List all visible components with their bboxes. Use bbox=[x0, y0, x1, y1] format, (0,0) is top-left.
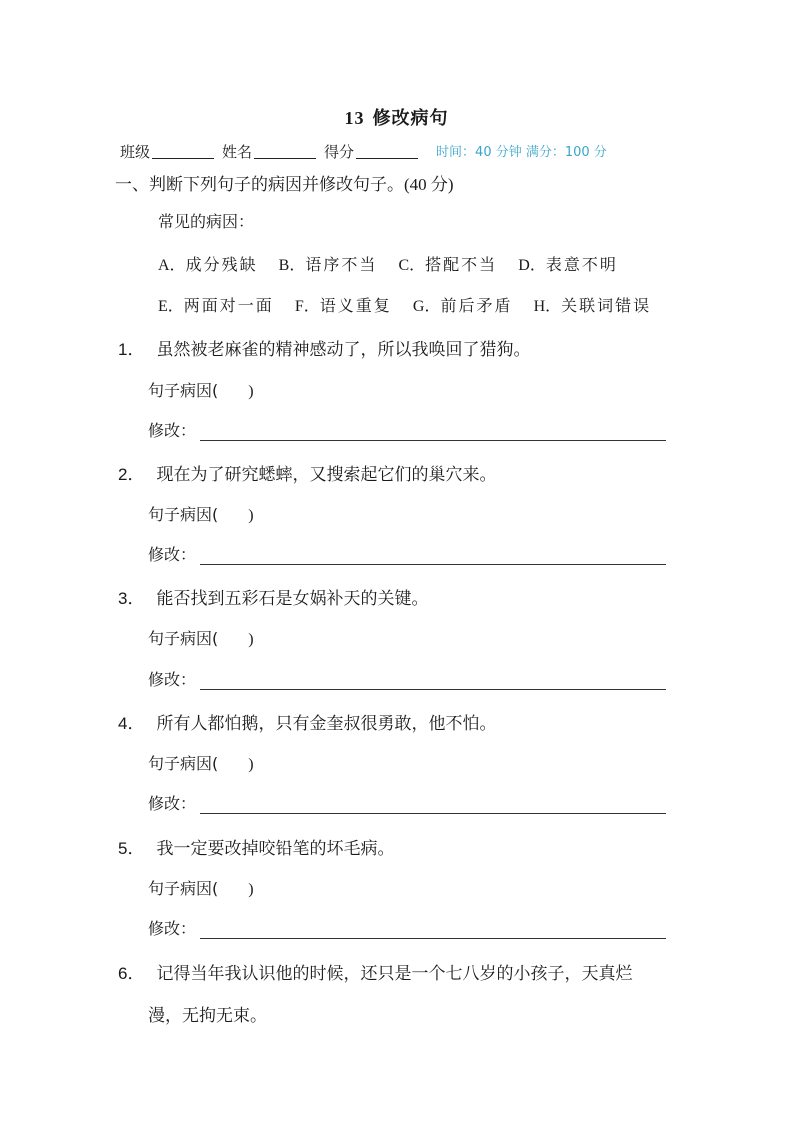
time-score-info: 时间：40 分钟 满分：100 分 bbox=[436, 145, 607, 160]
question-6: 6． 记得当年我认识他的时候，还只是一个七八岁的小孩子，天真烂 bbox=[118, 964, 633, 984]
page-title bbox=[0, 104, 793, 130]
question-1-reason[interactable]: 句子病因( ) bbox=[148, 381, 254, 400]
name-label: 姓名 bbox=[222, 143, 253, 161]
question-1-fix: 修改： bbox=[148, 418, 666, 441]
question-2-reason[interactable]: 句子病因( ) bbox=[148, 505, 254, 524]
error-options-row-2 bbox=[158, 293, 665, 316]
question-2-fix: 修改： bbox=[148, 542, 666, 565]
lesson-title: 修改病句 bbox=[372, 108, 449, 129]
section-score: (40 分) bbox=[404, 175, 454, 194]
question-3: 3． 能否找到五彩石是女娲补天的关键。 bbox=[118, 589, 429, 609]
question-3-answer-line[interactable] bbox=[200, 671, 666, 690]
score-label: 得分 bbox=[324, 143, 355, 161]
common-errors-label: 常见的病因： bbox=[158, 212, 255, 231]
option-e: E．两面对一面 bbox=[158, 296, 274, 315]
option-f: F．语义重复 bbox=[294, 296, 392, 315]
question-3-reason[interactable]: 句子病因( ) bbox=[148, 629, 254, 648]
name-field[interactable] bbox=[254, 141, 316, 159]
option-b: B．语序不当 bbox=[278, 255, 378, 274]
question-3-fix: 修改： bbox=[148, 667, 666, 690]
question-1: 1． 虽然被老麻雀的精神感动了，所以我唤回了猎狗。 bbox=[118, 340, 531, 360]
section-heading bbox=[115, 170, 454, 195]
question-5-reason[interactable]: 句子病因( ) bbox=[148, 879, 254, 898]
question-5-fix: 修改： bbox=[148, 916, 666, 939]
class-field[interactable] bbox=[152, 141, 214, 159]
option-d: D．表意不明 bbox=[518, 255, 618, 274]
question-4-answer-line[interactable] bbox=[200, 795, 666, 814]
section-instruction: 一、判断下列句子的病因并修改句子。 bbox=[115, 175, 404, 195]
question-1-answer-line[interactable] bbox=[200, 422, 666, 441]
option-g: G．前后矛盾 bbox=[412, 296, 513, 315]
error-options-row-1 bbox=[158, 252, 632, 275]
student-info-row bbox=[120, 138, 680, 162]
question-6-continued: 漫，无拘无束。 bbox=[148, 1006, 267, 1026]
question-4-fix: 修改： bbox=[148, 791, 666, 814]
option-h: H．关联词错误 bbox=[533, 296, 652, 315]
class-label: 班级 bbox=[120, 143, 151, 161]
question-4-reason[interactable]: 句子病因( ) bbox=[148, 754, 254, 773]
question-2-answer-line[interactable] bbox=[200, 546, 666, 565]
question-5: 5． 我一定要改掉咬铅笔的坏毛病。 bbox=[118, 839, 395, 859]
question-2: 2． 现在为了研究蟋蟀，又搜索起它们的巢穴来。 bbox=[118, 465, 497, 485]
question-5-answer-line[interactable] bbox=[200, 920, 666, 939]
question-4: 4． 所有人都怕鹅，只有金奎叔很勇敢，他不怕。 bbox=[118, 714, 497, 734]
option-c: C．搭配不当 bbox=[398, 255, 498, 274]
lesson-number: 13 bbox=[344, 108, 365, 128]
option-a: A．成分残缺 bbox=[158, 255, 258, 274]
score-field[interactable] bbox=[356, 141, 418, 159]
